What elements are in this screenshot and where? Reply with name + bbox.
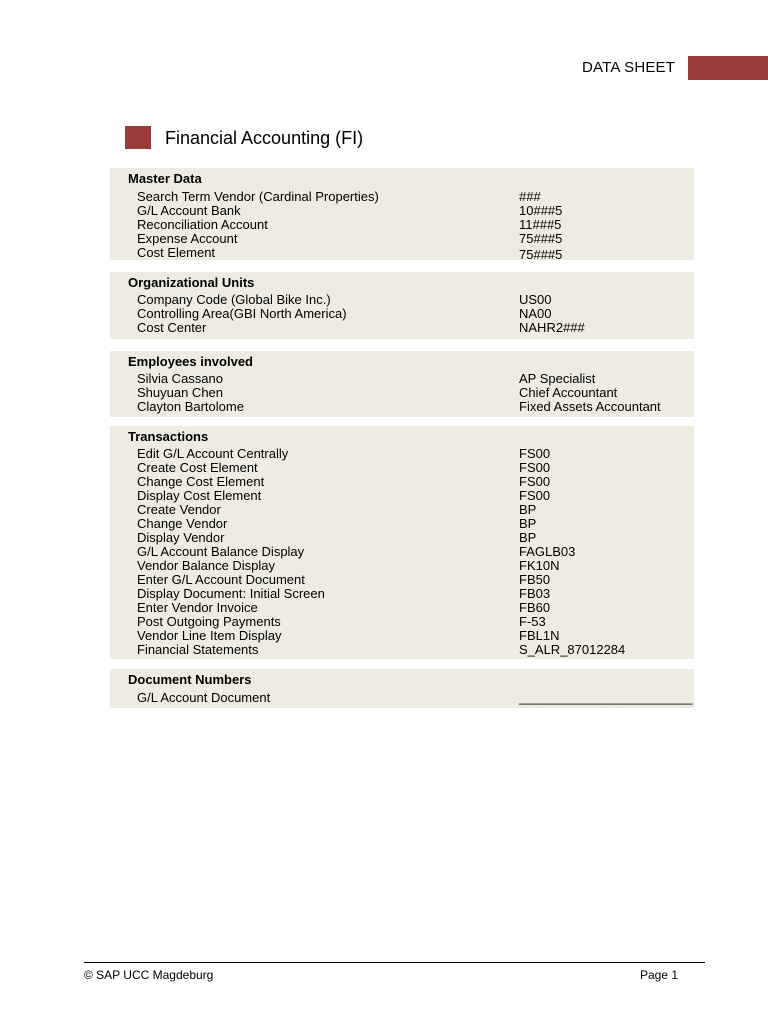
row-value: Chief Accountant [519,385,618,400]
row-label: Display Vendor [137,530,225,545]
row-value: NA00 [519,306,552,321]
row-label: Vendor Balance Display [137,558,276,573]
data-row [110,231,694,245]
data-row [110,628,694,642]
title-accent-square [125,126,151,149]
row-label: Display Cost Element [137,488,262,503]
row-value: FK10N [519,558,560,573]
section-document-numbers [110,669,694,708]
data-row [110,460,694,474]
row-value: Fixed Assets Accountant [519,399,661,414]
header-accent-bar [688,56,768,80]
data-row [110,371,694,385]
section-title: Master Data [128,171,202,186]
row-label: Create Cost Element [137,460,258,475]
document-number-blank: ________________________ [519,690,693,705]
section-transactions [110,426,694,659]
row-value: BP [519,502,537,517]
data-row [110,516,694,530]
data-row [110,217,694,231]
row-value: ### [519,189,541,204]
row-value: FB60 [519,600,551,615]
row-label: Vendor Line Item Display [137,628,282,643]
row-label: Cost Element [137,245,216,260]
row-label: Post Outgoing Payments [137,614,281,629]
data-row [110,245,694,262]
row-value: US00 [519,292,552,307]
row-label: Change Vendor [137,516,228,531]
row-value: S_ALR_87012284 [519,642,626,657]
row-value: BP [519,516,537,531]
row-label: G/L Account Document [137,690,271,705]
row-value: F-53 [519,614,546,629]
data-row [110,474,694,488]
row-value: FS00 [519,474,551,489]
row-label: Cost Center [137,320,207,335]
row-value: FS00 [519,446,551,461]
row-label: Edit G/L Account Centrally [137,446,289,461]
data-row [110,600,694,614]
row-label: Silvia Cassano [137,371,223,386]
data-row [110,530,694,544]
row-value: AP Specialist [519,371,596,386]
row-label: Search Term Vendor (Cardinal Properties) [137,189,379,204]
row-label: Expense Account [137,231,238,246]
section-title: Document Numbers [128,672,252,687]
row-value: NAHR2### [519,320,585,335]
section-master-data [110,168,694,260]
data-row [110,544,694,558]
row-value: FBL1N [519,628,560,643]
row-value: BP [519,530,537,545]
footer-page-number: Page 1 [640,968,679,982]
row-label: G/L Account Bank [137,203,241,218]
footer-copyright: © SAP UCC Magdeburg [84,968,214,982]
data-row [110,203,694,217]
data-row [110,558,694,572]
row-value: 10###5 [519,203,563,218]
row-label: Financial Statements [137,642,259,657]
data-row [110,446,694,460]
data-row [110,690,694,704]
row-value: 11###5 [519,217,562,232]
header-label: DATA SHEET [582,59,676,76]
row-label: Change Cost Element [137,474,265,489]
row-value: FAGLB03 [519,544,576,559]
data-row [110,488,694,502]
data-row [110,385,694,399]
row-label: Enter G/L Account Document [137,572,305,587]
footer-divider [84,962,705,963]
section-organizational-units [110,272,694,339]
data-row [110,189,694,203]
row-label: Controlling Area(GBI North America) [137,306,347,321]
data-row [110,399,694,413]
row-value: FS00 [519,488,551,503]
row-label: Company Code (Global Bike Inc.) [137,292,331,307]
row-label: G/L Account Balance Display [137,544,305,559]
row-label: Enter Vendor Invoice [137,600,258,615]
row-value: FS00 [519,460,551,475]
row-label: Create Vendor [137,502,221,517]
row-label: Display Document: Initial Screen [137,586,325,601]
row-value: FB50 [519,572,551,587]
row-label: Shuyuan Chen [137,385,224,400]
data-row [110,306,694,320]
section-title: Employees involved [128,354,253,369]
row-label: Clayton Bartolome [137,399,244,414]
data-row [110,586,694,600]
section-title: Transactions [128,429,209,444]
row-value: FB03 [519,586,551,601]
section-employees-involved [110,351,694,417]
section-title: Organizational Units [128,275,255,290]
data-row [110,614,694,628]
row-value: 75###5 [519,247,563,262]
data-row [110,572,694,586]
data-row [110,320,694,334]
data-row [110,502,694,516]
row-value: 75###5 [519,231,563,246]
page-title: Financial Accounting (FI) [165,128,364,148]
row-label: Reconciliation Account [137,217,268,232]
data-row [110,292,694,306]
data-row [110,642,694,656]
